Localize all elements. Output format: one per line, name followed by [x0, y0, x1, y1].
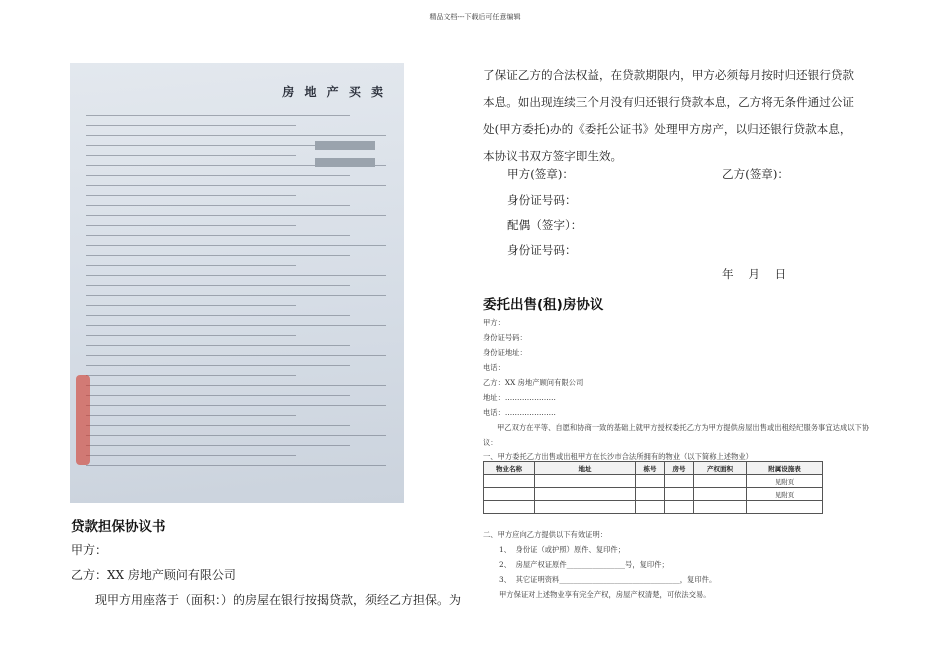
- guarantee-paragraph: 现甲方用座落于（面积：）的房屋在银行按揭贷款，须经乙方担保。为: [95, 593, 462, 607]
- paragraph-line: 本协议书双方签字即生效。: [483, 149, 623, 163]
- sign-a-label: 甲方(签章)：: [507, 167, 575, 181]
- col-header: 附属设施表: [747, 462, 823, 475]
- scanned-form-photo: [70, 63, 404, 503]
- field-id-number: 身份证号码：: [483, 333, 527, 342]
- field-party-a: 甲方：: [483, 318, 505, 327]
- table-row: [484, 501, 823, 514]
- table-cell: [535, 501, 636, 514]
- table-row: [484, 488, 823, 501]
- table-cell: [535, 488, 636, 501]
- doc-item: 2、 房屋产权证原件________________号，复印件；: [499, 560, 669, 569]
- paragraph-line: 了保证乙方的合法权益，在贷款期限内，甲方必须每月按时归还银行贷款: [483, 68, 855, 82]
- table-cell: 见附页: [747, 488, 823, 501]
- table-cell: [484, 475, 535, 488]
- field-id-address: 身份证地址：: [483, 348, 527, 357]
- property-table: [483, 461, 823, 514]
- col-header: 房号: [665, 462, 694, 475]
- party-b-label: 乙方：XX 房地产顾问有限公司: [71, 568, 236, 582]
- col-header: 产权面积: [694, 462, 747, 475]
- photo-title: 房 地 产 买 卖: [282, 85, 386, 99]
- section-1-title: 一、甲方委托乙方出售或出租甲方在长沙市合法所拥有的物业（以下简称上述物业）: [483, 452, 753, 461]
- section-2-title: 二、甲方应向乙方提供以下有效证明：: [483, 530, 608, 539]
- table-cell: [484, 488, 535, 501]
- redacted-block: [315, 141, 375, 150]
- photo-text-lines: [86, 115, 386, 475]
- loan-guarantee-heading: 贷款担保协议书: [71, 519, 166, 535]
- table-header-row: [484, 462, 823, 475]
- table-cell: [665, 488, 694, 501]
- doc-item: 1、 身份证（或护照）原件、复印件；: [499, 545, 626, 554]
- col-header: 地址: [535, 462, 636, 475]
- table-cell: [665, 501, 694, 514]
- page-header: 精品文档---下载后可任意编辑: [429, 13, 521, 21]
- red-stamp: [76, 375, 90, 465]
- field-phone-b: 电话：…………………: [483, 408, 556, 417]
- table-cell: [636, 501, 665, 514]
- col-header: 物业名称: [484, 462, 535, 475]
- table-cell: [694, 475, 747, 488]
- entrust-sale-heading: 委托出售(租)房协议: [483, 297, 604, 313]
- field-address-b: 地址：…………………: [483, 393, 556, 402]
- paragraph-line: 本息。如出现连续三个月没有归还银行贷款本息，乙方将无条件通过公证: [483, 95, 855, 109]
- doc-item: 3、 其它证明资料_________________________________，复印件。: [499, 575, 717, 584]
- guarantee-paragraph-continued: [483, 62, 883, 170]
- table-cell: [636, 488, 665, 501]
- entrust-fields: [483, 315, 903, 420]
- section-2: [483, 527, 903, 602]
- redacted-block: [315, 158, 375, 167]
- table-cell: [694, 501, 747, 514]
- entrust-intro: 甲乙双方在平等、自愿和协商一致的基础上就甲方授权委托乙方为甲方提供房屋出售或出租经纪服务事宜达成以下协议：: [483, 423, 870, 447]
- field-party-b: 乙方：XX 房地产顾问有限公司: [483, 378, 584, 387]
- table-cell: [535, 475, 636, 488]
- col-header: 栋号: [636, 462, 665, 475]
- date-line: 年 月 日: [722, 267, 787, 281]
- id-b-label: 身份证号码：: [507, 243, 577, 257]
- party-a-label: 甲方：: [71, 543, 108, 557]
- sign-b-label: 乙方(签章)：: [722, 167, 790, 181]
- table-cell: [747, 501, 823, 514]
- spouse-label: 配偶（签字）：: [507, 218, 583, 232]
- table-cell: [665, 475, 694, 488]
- paragraph-line: 处(甲方委托)办的《委托公证书》处理甲方房产，以归还银行贷款本息，: [483, 122, 852, 136]
- table-row: [484, 475, 823, 488]
- table-cell: [484, 501, 535, 514]
- field-phone-a: 电话：: [483, 363, 505, 372]
- table-cell: [694, 488, 747, 501]
- guarantee-statement: 甲方保证对上述物业享有完全产权，房屋产权清楚，可依法交易。: [499, 590, 711, 599]
- table-cell: 见附页: [747, 475, 823, 488]
- table-cell: [636, 475, 665, 488]
- id-a-label: 身份证号码：: [507, 193, 577, 207]
